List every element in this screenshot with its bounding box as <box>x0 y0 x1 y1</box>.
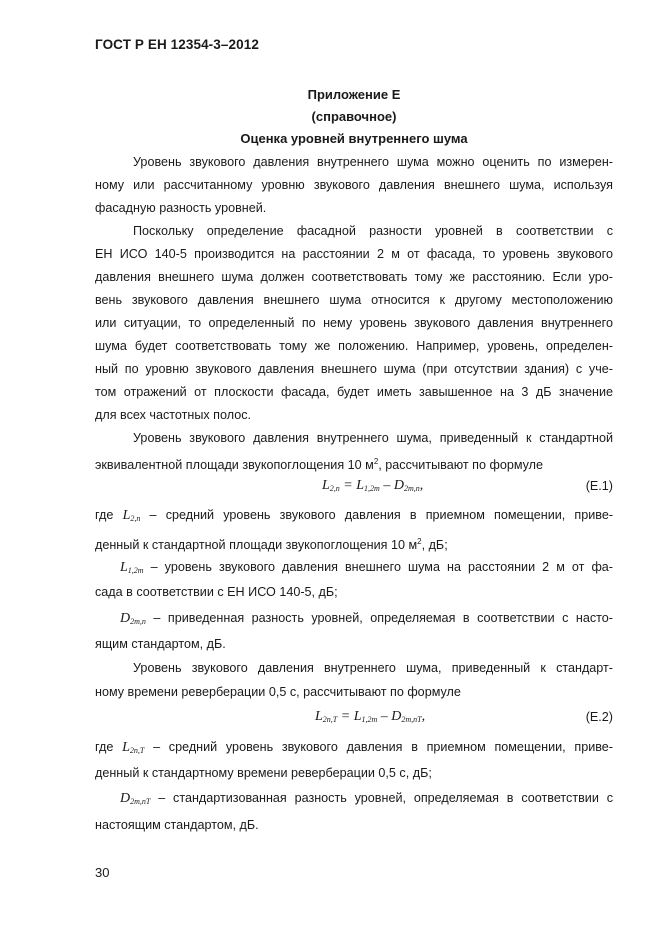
text-line: ному или рассчитанному уровню звукового давления внешнего шума, используя <box>95 178 613 192</box>
punctuation: , <box>421 709 426 724</box>
symbol-L2n: $L_{2,n}$ <box>122 508 141 523</box>
subscript: 1,2m <box>361 715 378 724</box>
formula-number: (Е.2) <box>585 710 613 724</box>
operator: = <box>340 709 351 724</box>
text-line: ящим стандартом, дБ. <box>95 637 226 651</box>
operator: – <box>380 709 388 724</box>
text-fragment: эквивалентной площади звукопоглощения 10 м <box>95 458 374 472</box>
appendix-title: Приложение Е <box>307 87 401 102</box>
text-fragment: денный к стандартной площади звукопоглощения 10 м <box>95 538 418 552</box>
text-line: сада в соответствии с ЕН ИСО 140-5, дБ; <box>95 585 338 599</box>
text-line: Поскольку определение фасадной разности уровней в соответствии с <box>133 224 613 238</box>
text-line: или ситуации, то определенный по нему уровень звукового давления внутреннего <box>95 316 613 330</box>
text-line: фасадную разность уровней. <box>95 201 267 215</box>
punctuation: , <box>419 478 424 493</box>
text-line <box>95 534 613 553</box>
text-fragment: , рассчитывают по формуле <box>378 458 544 472</box>
where-line <box>120 791 613 809</box>
text-fragment: – средний уровень звукового давления в приемном помещении, приве- <box>153 740 614 754</box>
text-line: давления внешнего шума должен соответствовать тому же расстоянию. Если уро- <box>95 270 613 284</box>
symbol: D <box>391 709 402 724</box>
text-line: вень звукового давления внешнего шума относится к другому местоположению <box>95 293 613 307</box>
symbol: L <box>322 478 330 493</box>
subscript: 1,2m <box>364 484 380 493</box>
text-line: ЕН ИСО 140-5 производится на расстоянии 2 м от фасада, то уровень звукового <box>95 247 613 261</box>
symbol-L2nT: $L_{2n,T}$ <box>122 740 145 755</box>
text-fragment: , дБ; <box>421 538 448 552</box>
formula-expression <box>315 709 425 725</box>
where-line <box>120 560 613 578</box>
where-line <box>120 611 613 629</box>
text-line: ному времени реверберации 0,5 с, рассчитывают по формуле <box>95 685 461 699</box>
formula-expression <box>322 478 423 494</box>
text-line: том отражений от плоскости фасада, будет иметь завышенное на 3 дБ значение <box>95 385 613 399</box>
symbol-L12m: $L_{1,2m}$ <box>120 560 144 575</box>
text-fragment: – средний уровень звукового давления в приемном помещении, приве- <box>149 508 614 522</box>
text-line: ный по уровню звукового давления внешнего шума (при отсутствии здания) с уче- <box>95 362 613 376</box>
symbol: L <box>356 478 365 493</box>
symbol: L <box>315 709 323 724</box>
symbol: L <box>353 709 362 724</box>
text-fragment: – приведенная разность уровней, определяемая в соответствии с насто- <box>153 611 613 625</box>
superscript: 2 <box>417 537 422 546</box>
text-line: Уровень звукового давления внутреннего шума, приведенный к стандартной <box>133 431 613 445</box>
subscript: 2m,nT <box>401 715 422 724</box>
text-fragment: – уровень звукового давления внешнего шума на расстоянии 2 м от фа- <box>150 560 613 574</box>
standard-code: ГОСТ Р ЕН 12354-3–2012 <box>95 37 259 52</box>
symbol-D2mn: $D_{2m,n}$ <box>120 611 146 626</box>
operator: = <box>343 478 353 493</box>
appendix-type: (справочное) <box>311 109 397 124</box>
text-line: для всех частотных полос. <box>95 408 252 422</box>
subscript: 2n,T <box>322 715 338 724</box>
text-fragment: где <box>95 740 114 754</box>
where-line <box>95 508 613 526</box>
operator: – <box>383 478 391 493</box>
text-line: Уровень звукового давления внутреннего шума можно оценить по измерен- <box>133 155 613 169</box>
subscript: 2,n <box>329 484 340 493</box>
text-line <box>95 454 613 473</box>
formula-e1 <box>95 478 613 496</box>
formula-e2 <box>95 709 613 727</box>
text-line: денный к стандартному времени реверберации 0,5 с, дБ; <box>95 766 432 780</box>
text-line: Уровень звукового давления внутреннего шума, приведенный к стандарт- <box>133 661 613 675</box>
where-line <box>95 740 613 758</box>
symbol-D2mnT: $D_{2m,nT}$ <box>120 791 151 806</box>
formula-number: (Е.1) <box>585 479 613 493</box>
appendix-heading: Оценка уровней внутреннего шума <box>240 131 468 146</box>
subscript: 2m,n <box>403 484 420 493</box>
symbol: D <box>393 478 404 493</box>
text-line: настоящим стандартом, дБ. <box>95 818 259 832</box>
page-number: 30 <box>95 865 110 880</box>
text-line: шума будет соответствовать тому же положению. Например, уровень, определен- <box>95 339 613 353</box>
text-fragment: где <box>95 508 114 522</box>
superscript: 2 <box>373 457 379 466</box>
text-fragment: – стандартизованная разность уровней, определяемая в соответствии с <box>158 791 613 805</box>
